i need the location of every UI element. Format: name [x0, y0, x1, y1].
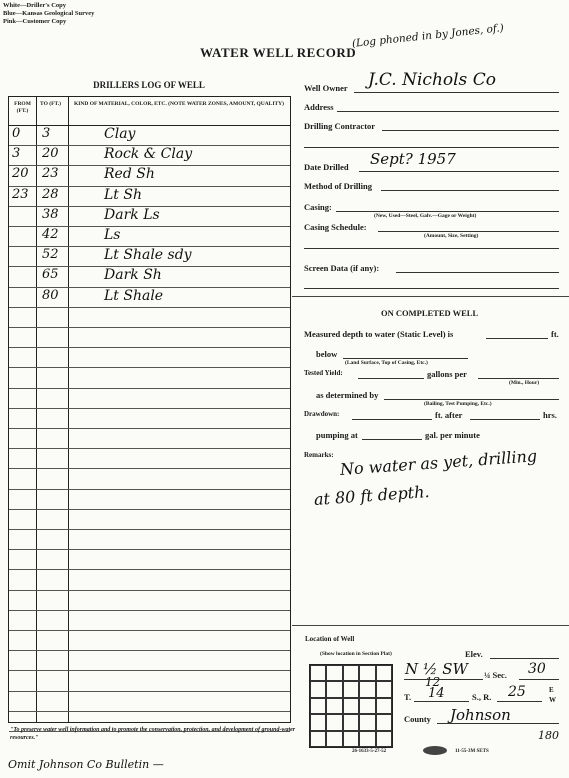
plat-cell: [359, 665, 375, 681]
quarter-sub: 12: [425, 675, 441, 689]
schedule-line: [378, 231, 559, 232]
title-handwritten-note: (Log phoned in by Jones, of.): [351, 22, 505, 50]
casing-line: [336, 211, 559, 212]
log-row-line: [9, 569, 290, 570]
sec-label: ¼ Sec.: [484, 670, 507, 680]
section-plat-hint: (Show location in Section Plat): [320, 651, 392, 657]
contractor-line-2: [304, 147, 559, 148]
plat-cell: [326, 665, 342, 681]
determined-line: [384, 399, 559, 400]
copy-white: White—Driller's Copy: [3, 2, 67, 9]
screen-line-2: [304, 288, 559, 289]
log-row-line: [9, 630, 290, 631]
log-row-line: [9, 711, 290, 712]
log-to-cell: 38: [42, 206, 59, 222]
plat-cell: [310, 681, 326, 697]
log-row-line: [9, 489, 290, 490]
yield-line: [358, 378, 424, 379]
r-line: [497, 701, 542, 702]
contractor-line: [382, 130, 559, 131]
log-row-line: [9, 549, 290, 550]
location-divider: [292, 625, 569, 626]
log-row-line: [9, 428, 290, 429]
owner-line: [354, 92, 559, 93]
log-row-line: [9, 650, 290, 651]
determined-hint: (Bailing, Test Pumping, Etc.): [424, 401, 492, 407]
schedule-hint: (Amount, Size, Setting): [424, 233, 479, 239]
log-from-cell: 23: [12, 186, 29, 202]
log-to-cell: 28: [42, 186, 59, 202]
plat-cell: [376, 665, 392, 681]
page-note: 180: [538, 729, 559, 742]
log-row-line: [9, 610, 290, 611]
plat-cell: [326, 731, 342, 747]
log-row-line: [9, 367, 290, 368]
t-value: 14: [428, 686, 445, 701]
log-row-line: [9, 307, 290, 308]
location-title: Location of Well: [305, 635, 355, 643]
form-number: 26-1633-5-27-52: [352, 749, 387, 754]
date-value: Sept? 1957: [370, 150, 456, 168]
determined-label: as determined by: [316, 390, 379, 400]
plat-cell: [376, 681, 392, 697]
t-line: [414, 701, 469, 702]
log-from-cell: 20: [12, 166, 29, 182]
plat-cell: [359, 681, 375, 697]
log-row-line: [9, 529, 290, 530]
plat-cell: [359, 731, 375, 747]
copy-blue: Blue—Kansas Geological Survey: [3, 10, 95, 17]
log-material-cell: Clay: [104, 126, 136, 142]
gal-per-minute: gal. per minute: [425, 430, 480, 440]
log-to-cell: 42: [42, 227, 59, 242]
remarks-line-1: No water as yet, drilling: [339, 446, 538, 479]
min-hour-hint: (Min., Hour): [509, 380, 540, 386]
log-material-cell: Rock & Clay: [104, 146, 193, 163]
print-run: 11-55-3M SETS: [455, 749, 489, 754]
log-row-line: [9, 327, 290, 328]
log-material-cell: Red Sh: [104, 166, 155, 183]
plat-cell: [343, 681, 359, 697]
plat-cell: [376, 714, 392, 730]
plat-cell: [326, 698, 342, 714]
below-line: [343, 358, 468, 359]
log-material-cell: Dark Ls: [104, 206, 160, 223]
conservation-note: "To preserve water well information and to promote the conservation, protection, and development of ground-water resources.": [10, 727, 296, 741]
log-to-cell: 65: [42, 267, 59, 283]
hrs: hrs.: [543, 410, 557, 420]
plat-cell: [310, 714, 326, 730]
drawdown-label: Drawdown:: [304, 410, 340, 418]
date-line: [359, 171, 559, 172]
plat-cell: [359, 714, 375, 730]
log-to-cell: 3: [42, 126, 51, 141]
log-material-cell: Dark Sh: [104, 267, 162, 284]
sec-value: 30: [528, 661, 546, 677]
plat-cell: [326, 714, 342, 730]
remarks-line-2: at 80 ft depth.: [313, 481, 431, 509]
plat-cell: [343, 665, 359, 681]
log-row-line: [9, 448, 290, 449]
plat-cell: [376, 698, 392, 714]
casing-hint: (New, Used—Steel, Galv.—Gage or Weight): [374, 213, 477, 219]
plat-cell: [343, 714, 359, 730]
quarter-value: N ½ SW: [405, 660, 468, 678]
log-to-cell: 20: [42, 146, 59, 162]
contractor-label: Drilling Contractor: [304, 121, 376, 131]
copy-pink: Pink—Customer Copy: [3, 18, 67, 25]
plat-cell: [343, 731, 359, 747]
col-divider: [36, 97, 37, 722]
page-title: WATER WELL RECORD: [200, 45, 357, 60]
log-row-line: [9, 509, 290, 510]
owner-label: Well Owner: [304, 83, 348, 93]
address-line: [337, 111, 559, 112]
yield-label: Tested Yield:: [304, 369, 343, 377]
printer-logo: [423, 746, 447, 755]
col-to-header: TO (FT.): [40, 101, 61, 107]
measured-label: Measured depth to water (Static Level) is: [304, 329, 454, 339]
log-material-cell: Lt Shale: [104, 287, 164, 304]
county-value: Johnson: [450, 706, 511, 724]
log-table-header: [9, 97, 290, 126]
measured-line: [486, 338, 548, 339]
log-row-line: [9, 388, 290, 389]
gallons-per: gallons per: [427, 369, 467, 379]
log-to-cell: 80: [42, 287, 59, 303]
col-from-header: FROM (FT.): [14, 101, 31, 114]
owner-value: J.C. Nichols Co: [368, 70, 496, 90]
sec-line: [519, 679, 559, 680]
t-label: T.: [404, 692, 412, 702]
drillers-log-table: [8, 96, 291, 723]
pumping-label: pumping at: [316, 430, 358, 440]
pumping-line: [362, 439, 422, 440]
drawdown-line: [352, 419, 432, 420]
log-row-line: [9, 691, 290, 692]
quarter-line: [404, 679, 483, 680]
county-label: County: [404, 714, 431, 724]
bottom-handwritten-note: Omit Johnson Co Bulletin —: [8, 758, 164, 771]
log-to-cell: 52: [42, 247, 59, 263]
below-hint: (Land Surface, Top of Casing, Etc.): [345, 360, 428, 366]
log-material-cell: Lt Sh: [104, 186, 142, 203]
gallons-per-line: [478, 378, 559, 379]
log-row-line: [9, 468, 290, 469]
screen-label: Screen Data (if any):: [304, 263, 380, 273]
plat-cell: [343, 698, 359, 714]
schedule-label: Casing Schedule:: [304, 222, 367, 232]
log-row-line: [9, 670, 290, 671]
method-label: Method of Drilling: [304, 181, 372, 191]
address-label: Address: [304, 102, 334, 112]
elev-line: [490, 658, 559, 659]
measured-ft: ft.: [551, 329, 559, 339]
col-material-header: KIND OF MATERIAL, COLOR, ETC. (NOTE WATER ZONES, AMOUNT, QUALITY): [74, 101, 284, 107]
plat-cell: [326, 681, 342, 697]
log-material-cell: Lt Shale sdy: [104, 247, 192, 264]
section-divider: [292, 296, 569, 297]
ft-after: ft. after: [435, 410, 463, 420]
ew-e: E: [549, 686, 554, 694]
log-material-cell: Ls: [104, 227, 121, 243]
r-value: 25: [508, 684, 526, 700]
below-label: below: [316, 349, 338, 359]
schedule-line-2: [304, 248, 559, 249]
log-from-cell: 3: [12, 146, 21, 162]
log-header: DRILLERS LOG OF WELL: [93, 80, 205, 90]
log-row-line: [9, 347, 290, 348]
s-r-label: S., R.: [472, 692, 492, 702]
remarks-label: Remarks:: [304, 451, 334, 459]
log-row-line: [9, 590, 290, 591]
section-plat-grid: [309, 664, 393, 748]
plat-cell: [376, 731, 392, 747]
ew-w: W: [549, 696, 556, 704]
log-row-line: [9, 408, 290, 409]
elev-label: Elev.: [465, 649, 483, 659]
ft-after-line: [470, 419, 540, 420]
log-to-cell: 23: [42, 166, 59, 182]
completed-well-title: ON COMPLETED WELL: [381, 308, 479, 318]
casing-label: Casing:: [304, 202, 332, 212]
plat-cell: [359, 698, 375, 714]
plat-cell: [310, 665, 326, 681]
col-divider: [68, 97, 69, 722]
plat-cell: [310, 731, 326, 747]
copy-distribution: [3, 2, 94, 26]
log-from-cell: 0: [12, 126, 21, 141]
method-line: [381, 190, 559, 191]
plat-cell: [310, 698, 326, 714]
date-label: Date Drilled: [304, 162, 349, 172]
screen-line: [396, 272, 559, 273]
